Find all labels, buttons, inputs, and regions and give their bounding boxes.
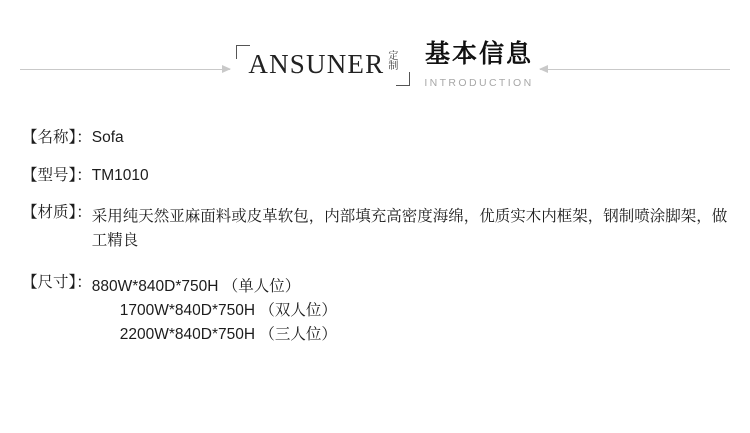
page-header — [0, 0, 750, 130]
spec-value-model: TM1010 — [91, 166, 149, 184]
size-line: 1700W*840D*750H （双人位） — [119, 302, 337, 320]
spec-label-size: 【尺寸】： — [22, 274, 92, 292]
spec-label-model: 【型号】： — [22, 166, 92, 184]
brand-subtext-line-2: 制 — [388, 61, 399, 73]
spec-row-model — [22, 168, 728, 184]
spec-label-material: 【材质】： — [22, 204, 92, 221]
spec-list — [0, 130, 750, 347]
section-title-block — [424, 41, 533, 89]
spec-row-size — [22, 275, 728, 347]
header-inner — [0, 41, 750, 89]
left-arrow-divider — [20, 69, 230, 70]
brand-subtext-line-1: 定 — [388, 50, 399, 62]
spec-row-name — [22, 130, 728, 146]
size-line: 880W*840D*750H （单人位） — [91, 278, 301, 296]
spec-label-name: 【名称】： — [22, 129, 92, 146]
brand-logo — [236, 45, 410, 86]
page-title: 基本信息 — [424, 40, 533, 69]
brand-subtext — [388, 52, 398, 74]
spec-value-material: 采用纯天然亚麻面料或皮革软包，内部填充高密度海绵，优质实木内框架，钢制喷涂脚架，做工精良 — [91, 208, 728, 250]
page-subtitle: INTRODUCTION — [424, 76, 534, 89]
brand-row — [248, 48, 399, 79]
right-arrow-divider — [540, 69, 730, 70]
corner-bracket-top-left-icon — [236, 45, 250, 59]
corner-bracket-bottom-right-icon — [396, 72, 410, 86]
brand-name: ANSUNER — [248, 48, 385, 79]
spec-value-name: Sofa — [91, 129, 124, 146]
spec-value-size — [92, 275, 728, 347]
size-line: 2200W*840D*750H （三人位） — [119, 326, 337, 344]
spec-row-material — [22, 205, 728, 253]
